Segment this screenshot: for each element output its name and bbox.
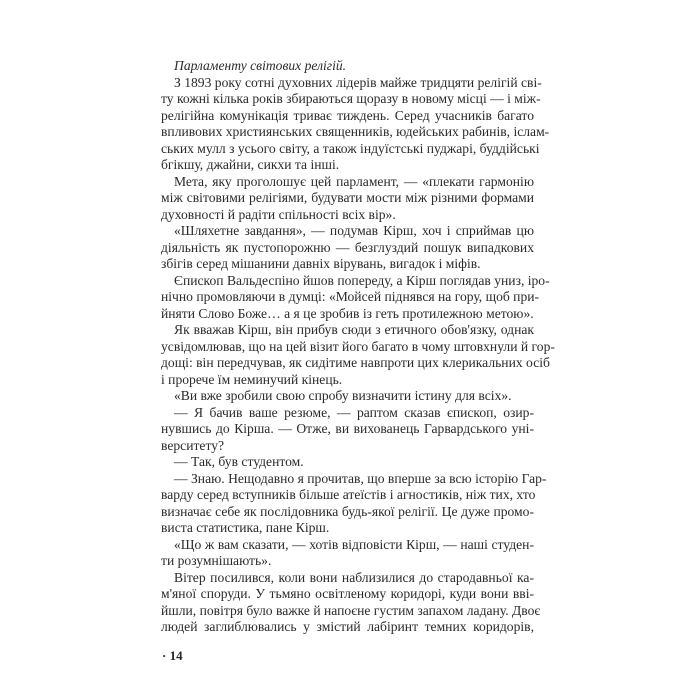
text-line: варду серед вступників більше атеїстів і агностиків, ніж тих, хто bbox=[161, 487, 536, 502]
text-line: збігів серед мішанини давніх вірувань, вигадок і міфів. bbox=[161, 256, 481, 271]
text-line: визначає себе як послідовника будь-якої релігії. Це дуже промо- bbox=[161, 503, 534, 519]
text-line: ти розумнішають». bbox=[161, 553, 272, 568]
text-line: верситету? bbox=[161, 437, 225, 453]
text-line: між світовими релігіями, будувати мости між різними формами bbox=[161, 190, 534, 205]
text-line: дощі: він передчував, як сидітиме навпроти цих клерикальних осіб bbox=[161, 355, 550, 370]
text-line: ських мулл з усього світу, а також індуїстські пуджарі, буддійські bbox=[161, 140, 540, 156]
text-line: Вітер посилився, коли вони наблизилися до стародавньої ка- bbox=[174, 569, 534, 585]
text-line: людей заглиблювались у змістий лабіринт темних коридорів, bbox=[161, 619, 534, 634]
text-line: м'яної споруди. У тьмяно освітленому коридорі, куди вони вві- bbox=[161, 586, 534, 601]
text-line: йшли, повітря було важке й напоєне густим запахом ладану. Двоє bbox=[161, 602, 541, 618]
text-line: духовності й радіти спільності всіх вір». bbox=[161, 206, 396, 222]
text-line: — Знаю. Нещодавно я прочитав, що вперше за всю історію Гар- bbox=[174, 470, 547, 486]
text-line: впливових християнських священників, юдейських рабинів, іслам- bbox=[161, 124, 550, 139]
text-line: «Що ж вам сказати, — хотів відповісти Кірш, — наші студен- bbox=[174, 536, 534, 552]
text-line: Мета, яку проголошує цей парламент, — «плекати гармонію bbox=[174, 173, 534, 189]
text-line: релігійна комунікація триває тиждень. Серед учасників багато bbox=[161, 107, 534, 123]
text-line: Єпископ Вальдеспіно йшов попереду, а Кірш поглядав униз, іро- bbox=[174, 272, 550, 288]
text-line: нувшись до Кірша. — Отже, ви вихованець Гарвардського уні- bbox=[161, 421, 534, 436]
text-line: З 1893 року сотні духовних лідерів майже тридцяти релігій сві- bbox=[174, 74, 542, 90]
text-line: і прорече їм неминучий кінець. bbox=[161, 371, 343, 387]
text-line: виста статистика, пане Кірш. bbox=[161, 520, 330, 535]
text-line: — Так, був студентом. bbox=[174, 454, 304, 469]
page-number: · 14 bbox=[162, 648, 183, 663]
text-line: «Шляхетне завдання», — подумав Кірш, хоч і сприймав цю bbox=[174, 223, 534, 238]
text-line: ту кожні кілька років збираються щоразу в новому місці — і між- bbox=[161, 91, 541, 106]
book-page-text bbox=[161, 58, 555, 636]
text-line: діяльність як пустопорожню — безглуздий пошук випадкових bbox=[161, 239, 534, 255]
text-line: «Ви вже зробили свою спробу визначити істину для всіх». bbox=[174, 388, 512, 403]
text-line: Парламенту світових релігій. bbox=[174, 58, 347, 73]
text-line: йняти Слово Боже… а я це зробив із геть протилежною метою». bbox=[161, 305, 534, 321]
text-line: Як вважав Кірш, він прибув сюди з етичного обов'язку, однак bbox=[174, 322, 534, 337]
text-line: бгікшу, джайни, сикхи та інші. bbox=[161, 157, 340, 172]
text-line: нічно промовляючи в думці: «Мойсей піднявся на гору, щоб при- bbox=[161, 289, 540, 304]
text-line: усвідомлював, що на цей візит його багато в чому штовхнули й гор- bbox=[161, 338, 555, 354]
text-line: — Я бачив ваше резюме, — раптом сказав єпископ, озир- bbox=[174, 404, 534, 420]
